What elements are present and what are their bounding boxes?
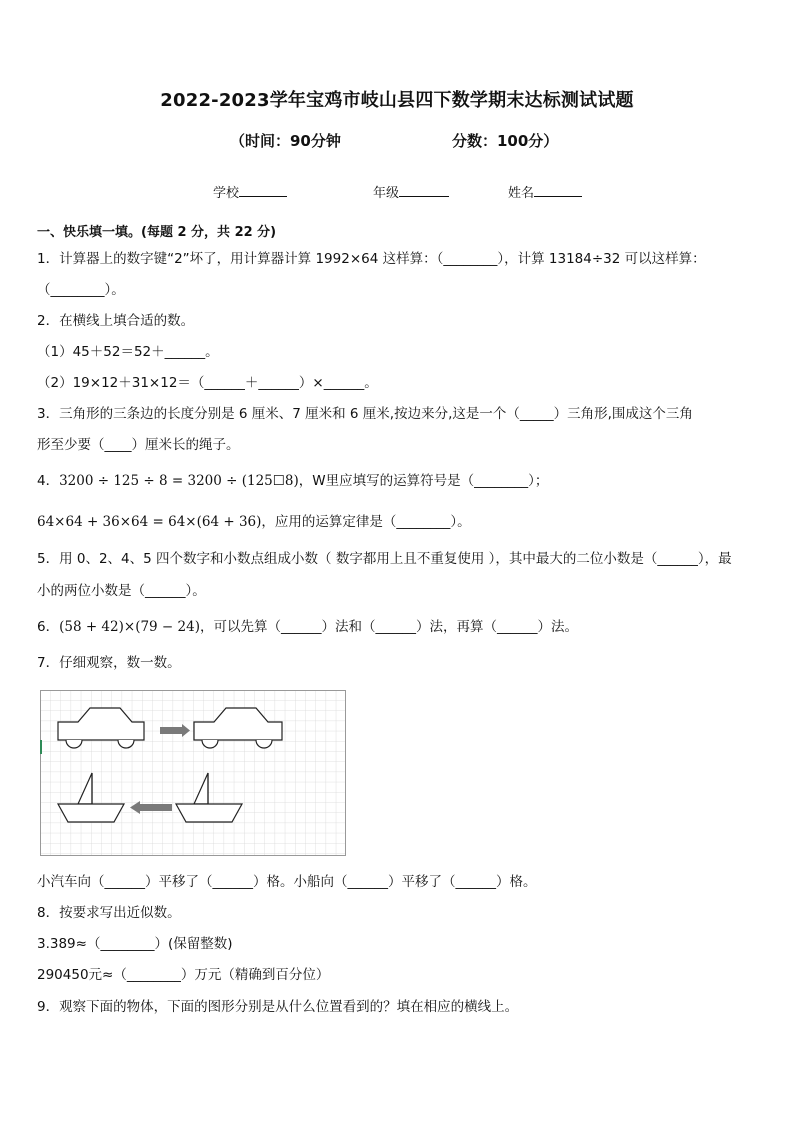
page-title: 2022-2023学年宝鸡市岐山县四下数学期末达标测试试题 (160, 90, 634, 111)
question-7-head: 7．仔细观察，数一数。 (37, 655, 181, 671)
question-5-line-1: 5．用 0、2、4、5 四个数字和小数点组成小数（ 数字都用上且不重复使用 ），其中最大的二位小数是（______），最 (37, 551, 732, 567)
question-2-part-1: （1）45＋52＝52＋______。 (37, 344, 219, 360)
question-4-equation-1: 3200 ÷ 125 ÷ 8 = 3200 ÷ (125☐8) (59, 473, 299, 489)
translation-figure (40, 690, 346, 856)
question-3-line-1: 3．三角形的三条边的长度分别是 6 厘米、7 厘米和 6 厘米,按边来分,这是一个（_____）三角形,围成这个三角 (37, 406, 693, 422)
edge-mark (40, 740, 42, 754)
question-3-line-2: 形至少要（____）厘米长的绳子。 (37, 437, 240, 453)
question-8-part-2: 290450元≈（________）万元（精确到百分位） (37, 967, 330, 983)
school-label: 学校 (213, 186, 240, 201)
question-8-part-1: 3.389≈（________）(保留整数) (37, 936, 233, 952)
grid-figure (40, 690, 346, 856)
grade-blank[interactable] (399, 184, 449, 197)
exam-time: （时间：90分钟 (230, 132, 341, 150)
question-6-number: 6． (37, 619, 60, 635)
question-4-prompt-2: ，应用的运算定律是（________）。 (261, 514, 471, 530)
school-field (213, 182, 287, 201)
question-4-line-1 (37, 472, 548, 490)
grade-label: 年级 (373, 186, 400, 201)
question-1-line-2: （________）。 (37, 282, 125, 298)
question-2-head: 2．在横线上填合适的数。 (37, 313, 195, 329)
question-9-head: 9．观察下面的物体，下面的图形分别是从什么位置看到的？填在相应的横线上。 (37, 999, 519, 1015)
exam-score: 分数：100分） (452, 132, 559, 150)
question-6-expression: (58 + 42)×(79 − 24) (59, 619, 200, 635)
name-label: 姓名 (508, 186, 535, 201)
question-6 (37, 618, 578, 636)
name-field (508, 182, 582, 201)
question-5-line-2: 小的两位小数是（______）。 (37, 583, 206, 599)
question-4-equation-2: 64×64 + 36×64 = 64×(64 + 36) (37, 514, 262, 530)
question-4-number: 4． (37, 473, 60, 489)
question-1-line-1: 1．计算器上的数字键“2”坏了，用计算器计算 1992×64 这样算：（________），计算 13184÷32 可以这样算： (37, 251, 706, 267)
question-8-head: 8．按要求写出近似数。 (37, 905, 181, 921)
question-2-part-2: （2）19×12＋31×12＝（______＋______）×______。 (37, 375, 378, 391)
question-7-answer: 小汽车向（______）平移了（______）格。小船向（______）平移了（______）格。 (37, 874, 537, 890)
section-heading: 一、快乐填一填。(每题 2 分，共 22 分) (37, 225, 277, 240)
grade-field (373, 182, 449, 201)
school-blank[interactable] (239, 184, 287, 197)
question-4-line-2 (37, 513, 471, 531)
question-6-prompt: ，可以先算（______）法和（______）法，再算（______）法。 (199, 619, 578, 635)
name-blank[interactable] (534, 184, 582, 197)
question-4-prompt-1: ，W里应填写的运算符号是（________）； (298, 473, 549, 489)
